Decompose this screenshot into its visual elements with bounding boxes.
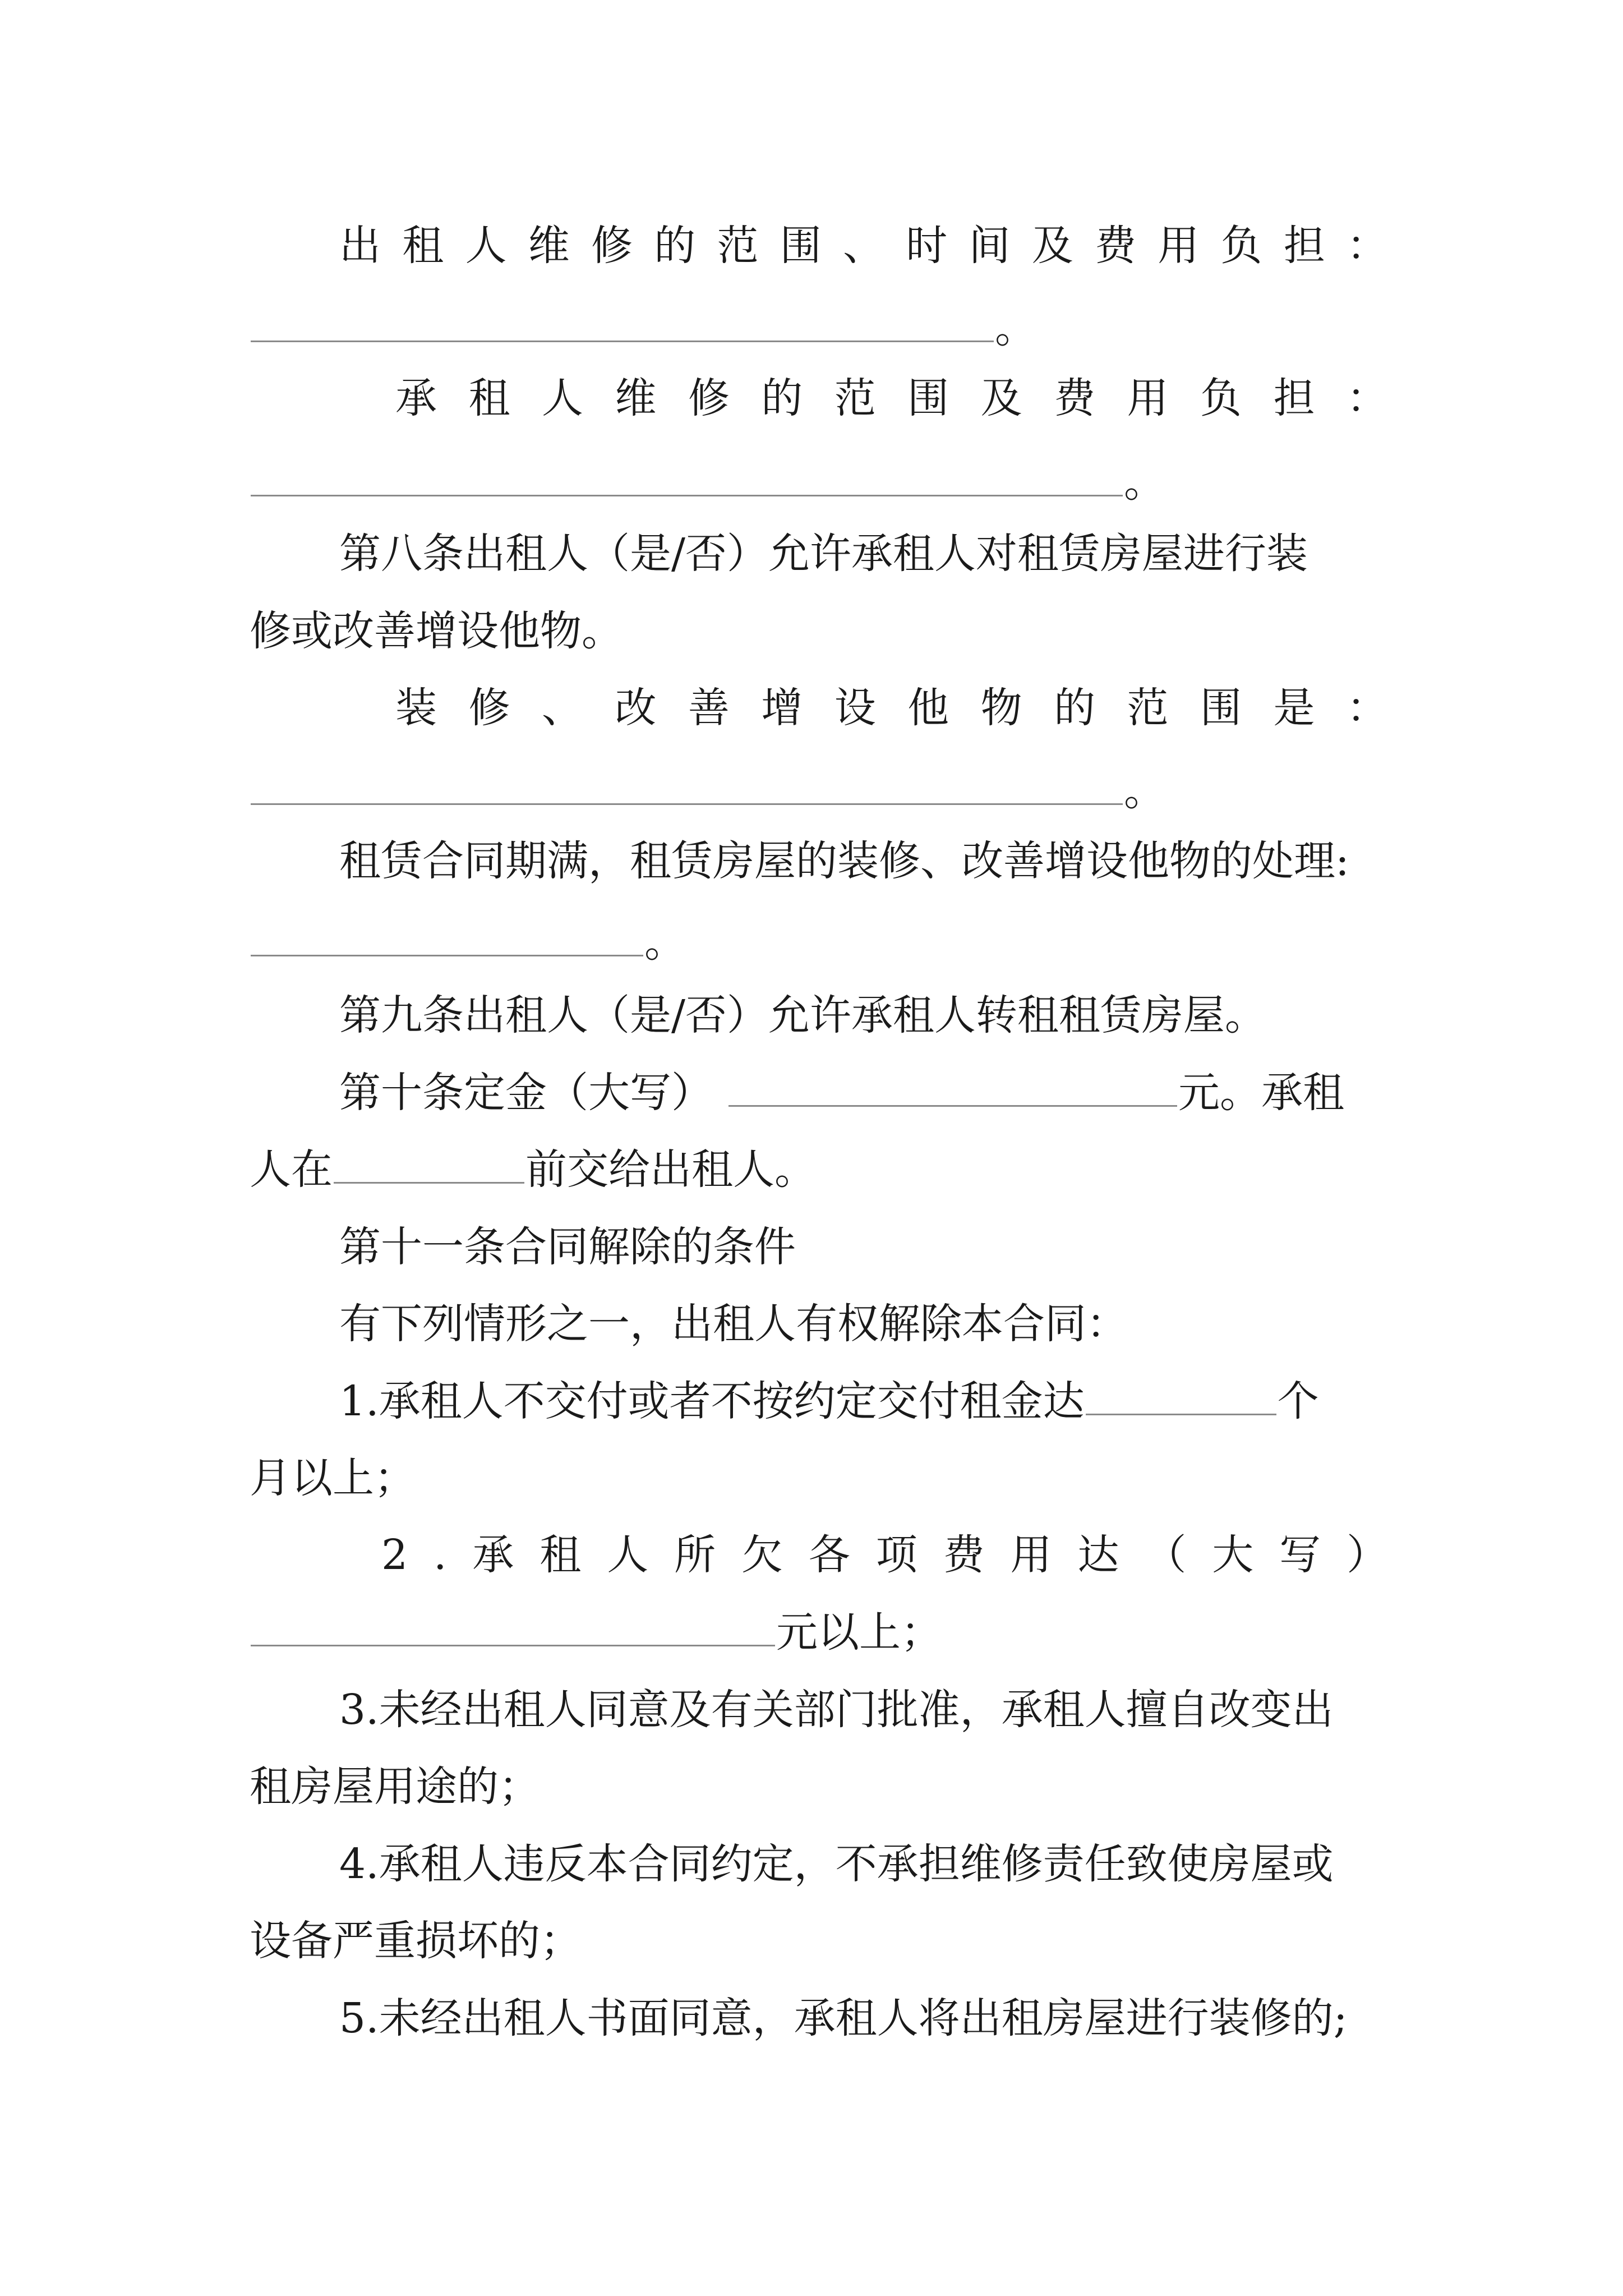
- fill-blank[interactable]: [251, 915, 643, 956]
- char: 时: [906, 222, 948, 270]
- char: 、: [843, 222, 884, 270]
- char: 各: [808, 1531, 850, 1579]
- char: 负: [1200, 374, 1242, 422]
- termination-item-4-cont: 设备严重损坏的；: [250, 1917, 582, 1965]
- char: 人: [607, 1531, 649, 1579]
- char: 装: [395, 684, 437, 732]
- char: 2: [381, 1531, 408, 1579]
- clause-lessee-repair-scope: [395, 370, 1388, 426]
- char: 的: [1054, 684, 1096, 732]
- char: 围: [907, 374, 949, 422]
- char: 修: [591, 222, 633, 270]
- char: 承: [395, 374, 437, 422]
- termination-item-5: 5.未经出租人书面同意，承租人将出租房屋进行装修的;: [339, 1994, 1348, 2042]
- char: 修: [468, 684, 510, 732]
- char: 项: [875, 1531, 917, 1579]
- article-11-heading: 第十一条合同解除的条件: [339, 1223, 796, 1271]
- termination-item-2-cont: 元以上；: [250, 1604, 1388, 1660]
- fill-blank[interactable]: [251, 764, 1123, 805]
- char: 设: [834, 684, 876, 732]
- char: 人: [541, 374, 583, 422]
- char: ：: [1346, 684, 1388, 732]
- char: 改: [615, 684, 657, 732]
- char: 租: [402, 222, 444, 270]
- char: 费: [943, 1531, 985, 1579]
- char: （: [1145, 1531, 1187, 1579]
- char: 用: [1127, 374, 1169, 422]
- char: 用: [1010, 1531, 1052, 1579]
- termination-item-3: 3.未经出租人同意及有关部门批准，承租人擅自改变出: [339, 1686, 1334, 1734]
- deposit-amount-blank[interactable]: [728, 1066, 1177, 1107]
- char: 出: [339, 222, 381, 270]
- char: 善: [688, 684, 730, 732]
- termination-item-2: [381, 1527, 1388, 1583]
- blank-line-renovation-handling: 。: [250, 914, 1388, 970]
- fill-blank[interactable]: [251, 301, 994, 342]
- article-10-deposit-cont: 人在 前交给出租人。: [250, 1142, 1388, 1198]
- char: 围: [780, 222, 822, 270]
- char: 他: [907, 684, 949, 732]
- termination-item-4: 4.承租人违反本合同约定，不承担维修责任致使房屋或: [339, 1840, 1334, 1888]
- char: .: [433, 1531, 447, 1579]
- char: 所: [674, 1531, 716, 1579]
- fill-blank[interactable]: [251, 455, 1123, 496]
- char: 修: [688, 374, 730, 422]
- char: 物: [980, 684, 1022, 732]
- char: ：: [1346, 374, 1388, 422]
- char: 的: [761, 374, 803, 422]
- char: 维: [528, 222, 570, 270]
- char: 欠: [741, 1531, 783, 1579]
- article-9-text: 第九条出租人（是/否）允许承租人转租租赁房屋。: [339, 991, 1266, 1039]
- char: 人: [465, 222, 507, 270]
- char: 费: [1054, 374, 1096, 422]
- char: 增: [761, 684, 803, 732]
- char: ：: [1347, 222, 1388, 270]
- char: 是: [1273, 684, 1315, 732]
- char: 担: [1283, 222, 1325, 270]
- rent-months-blank[interactable]: [1086, 1374, 1276, 1415]
- article-8-text-cont: 修或改善增设他物。: [250, 607, 623, 655]
- char: 承: [472, 1531, 514, 1579]
- char: 租: [540, 1531, 582, 1579]
- article-8-text: 第八条出租人（是/否）允许承租人对租赁房屋进行装: [339, 530, 1308, 578]
- char: 用: [1158, 222, 1200, 270]
- char: 范: [834, 374, 876, 422]
- char: 负: [1220, 222, 1262, 270]
- termination-item-1-cont: 月以上；: [250, 1454, 416, 1502]
- blank-line-lessor-repair: 。: [250, 300, 1388, 356]
- char: 范: [717, 222, 759, 270]
- char: 围: [1200, 684, 1242, 732]
- char: 写: [1279, 1531, 1321, 1579]
- char: 及: [1031, 222, 1073, 270]
- char: 、: [541, 684, 583, 732]
- clause-lessor-repair-scope: [339, 218, 1388, 274]
- termination-intro: 有下列情形之一，出租人有权解除本合同：: [339, 1300, 1128, 1348]
- blank-line-lessee-repair: 。: [250, 454, 1388, 510]
- termination-item-1: 1.承租人不交付或者不按约定交付租金达 个: [339, 1373, 1388, 1429]
- char: 及: [980, 374, 1022, 422]
- blank-line-renovation-scope: 。: [250, 763, 1388, 819]
- char: 维: [615, 374, 657, 422]
- renovation-scope-label: [395, 680, 1388, 736]
- fees-amount-blank[interactable]: [251, 1605, 775, 1646]
- termination-item-3-cont: 租房屋用途的；: [250, 1763, 540, 1811]
- article-10-deposit: 第十条定金（大写） 元。承租: [339, 1065, 1388, 1121]
- char: 间: [969, 222, 1011, 270]
- char: 达: [1077, 1531, 1119, 1579]
- char: 担: [1273, 374, 1315, 422]
- char: ）: [1346, 1531, 1388, 1579]
- char: 大: [1212, 1531, 1254, 1579]
- renovation-handling-label: 租赁合同期满，租赁房屋的装修、改善增设他物的处理:: [339, 837, 1349, 885]
- char: 费: [1095, 222, 1136, 270]
- char: 租: [468, 374, 510, 422]
- char: 的: [654, 222, 696, 270]
- deposit-date-blank[interactable]: [334, 1143, 524, 1184]
- char: 范: [1127, 684, 1169, 732]
